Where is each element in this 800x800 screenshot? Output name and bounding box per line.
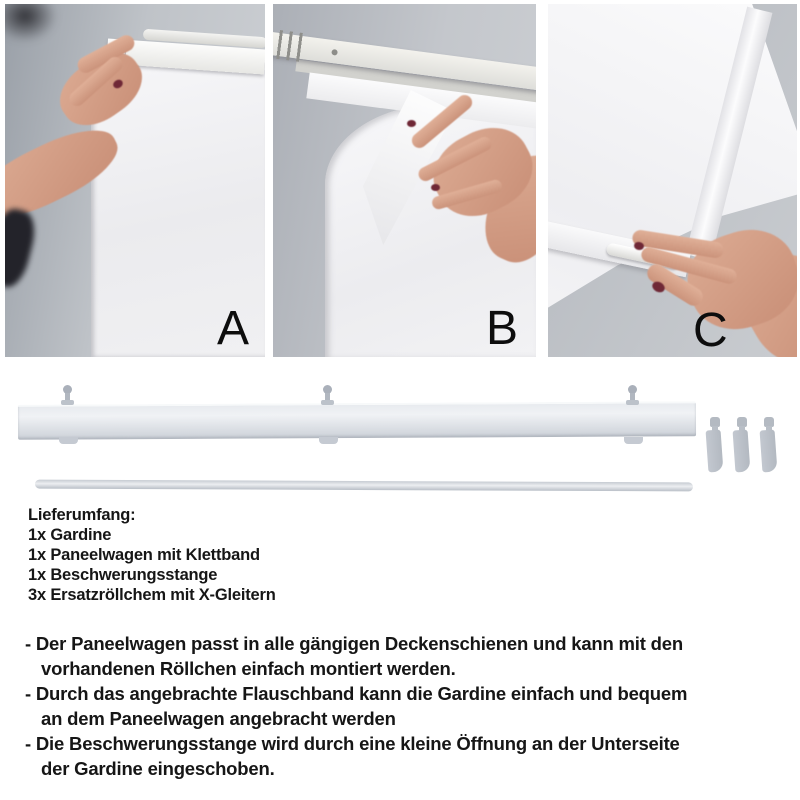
paneelwagen-rail <box>18 401 696 440</box>
glider-body <box>733 430 751 473</box>
note-line: - Der Paneelwagen passt in alle gängigen Deckenschienen und kann mit den <box>25 633 683 654</box>
scope-of-delivery-list <box>28 505 276 605</box>
photo-step-a <box>5 4 265 357</box>
x-gleiter-glider <box>706 417 724 476</box>
rail-tab <box>624 437 643 444</box>
fingernail-photo <box>431 184 440 191</box>
roller-knob <box>59 385 77 405</box>
step-label-b: B <box>485 302 518 355</box>
roller-base <box>321 400 334 405</box>
scope-item: 1x Paneelwagen mit Klettband <box>28 546 260 564</box>
roller-base <box>626 400 639 405</box>
screw-photo <box>331 49 338 56</box>
note-line: - Durch das angebrachte Flauschband kann die Gardine einfach und bequem <box>25 683 688 704</box>
scope-item: 1x Gardine <box>28 526 112 544</box>
roller-knob <box>624 385 642 405</box>
note-line: - Die Beschwerungsstange wird durch eine kleine Öffnung an der Unterseite <box>25 733 680 754</box>
scope-item: 1x Beschwerungsstange <box>28 566 218 584</box>
photo-step-c <box>548 4 797 357</box>
step-label-a: A <box>216 302 249 355</box>
glider-body <box>760 430 778 473</box>
step-label-c: C <box>693 304 728 357</box>
roller-knob <box>319 385 337 405</box>
rail-tab <box>319 437 338 444</box>
photo-step-b <box>273 4 536 357</box>
scope-heading: Lieferumfang: <box>28 506 136 524</box>
fingernail-photo <box>407 120 416 127</box>
x-gleiter-glider <box>760 417 778 476</box>
beschwerungsstange-rod <box>35 480 693 492</box>
sleeve-photo <box>5 205 40 290</box>
note-line: an dem Paneelwagen angebracht werden <box>41 708 396 729</box>
roller-base <box>61 400 74 405</box>
track-channel-slots <box>273 29 306 62</box>
note-line: vorhandenen Röllchen einfach montiert werden. <box>41 658 456 679</box>
instruction-notes <box>25 631 745 781</box>
rail-tab <box>59 437 78 444</box>
glider-body <box>706 430 724 473</box>
shadow-corner <box>5 4 57 42</box>
scope-item: 3x Ersatzröllchem mit X-Gleitern <box>28 586 276 604</box>
note-line: der Gardine eingeschoben. <box>41 758 275 779</box>
x-gleiter-glider <box>733 417 751 476</box>
